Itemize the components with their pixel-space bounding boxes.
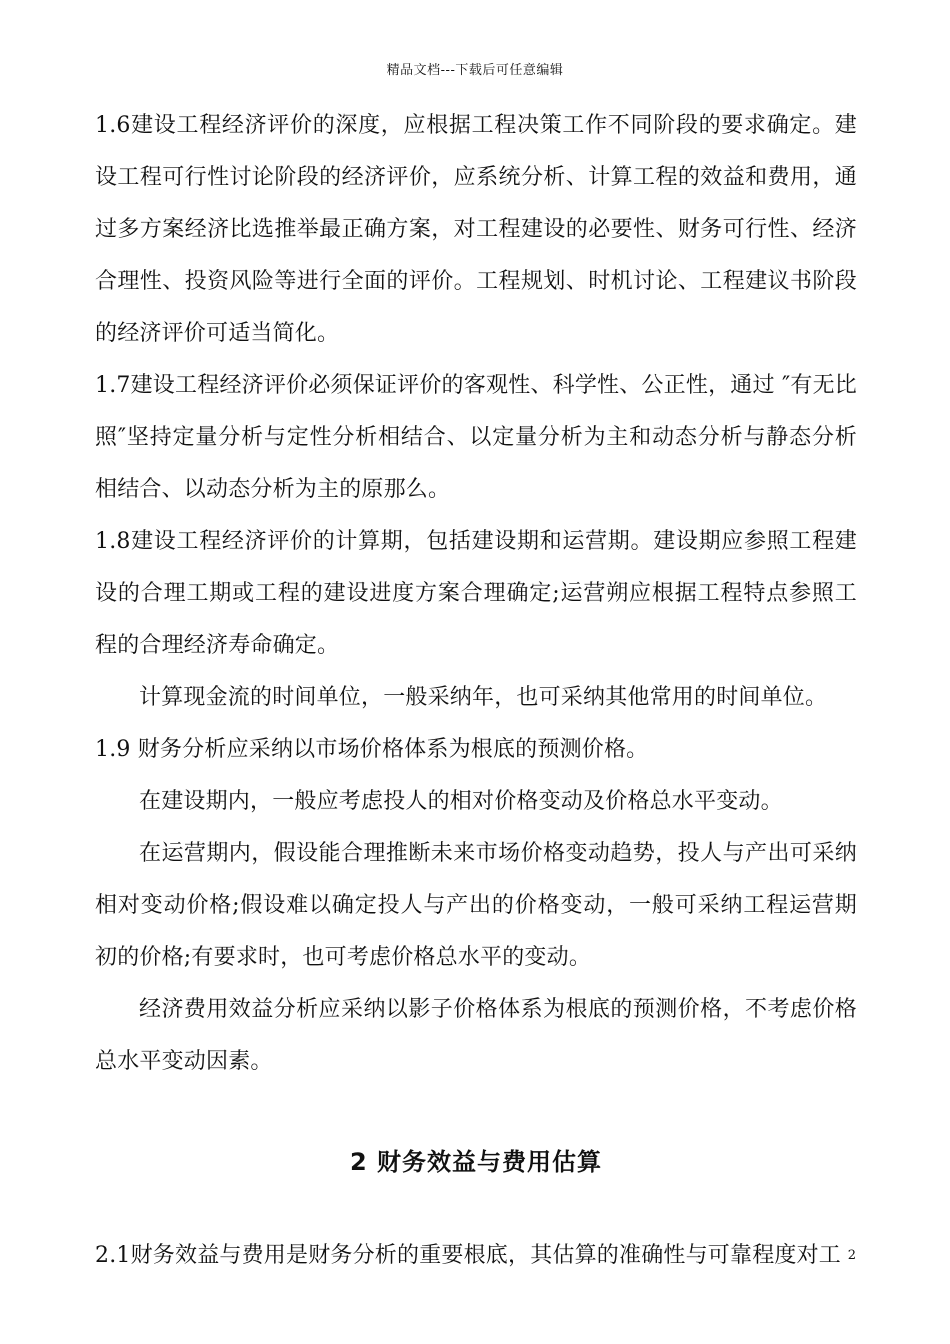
paragraph-construction-period: 在建设期内，一般应考虑投人的相对价格变动及价格总水平变动。 (139, 789, 783, 814)
page-header: 精品文档---下载后可任意编辑 (386, 63, 564, 78)
paragraph-1-6: 1.6建设工程经济评价的深度，应根据工程决策工作不同阶段的要求确定。建设工程可行性讨论阶段的经济评价，应系统分析、计算工程的效益和费用，通过多方案经济比选推举最正确方案，对工程建设的必要性、财务可行性、经济合理性、投资风险等进行全面的评价。工程规划、时机讨论、工程建议书阶段的经济评价可适当简化。 (95, 113, 857, 346)
paragraph-1-9: 1.9 财务分析应采纳以市场价格体系为根底的预测价格。 (95, 737, 649, 762)
paragraph-operation-period: 在运营期内，假设能合理推断未来市场价格变动趋势，投人与产出可采纳相对变动价格;假设难以确定投人与产出的价格变动，一般可采纳工程运营期初的价格;有要求时，也可考虑价格总水平的变动。 (95, 841, 857, 970)
document-body (95, 100, 857, 1282)
paragraph-1-8: 1.8建设工程经济评价的计算期，包括建设期和运营期。建设期应参照工程建设的合理工期或工程的建设进度方案合理确定;运营朔应根据工程特点参照工程的合理经济寿命确定。 (95, 529, 857, 658)
paragraph-shadow-price: 经济费用效益分析应采纳以影子价格体系为根底的预测价格，不考虑价格总水平变动因素。 (95, 997, 857, 1074)
paragraph-1-7: 1.7建设工程经济评价必须保证评价的客观性、科学性、公正性，通过 ″有无比照″坚持定量分析与定性分析相结合、以定量分析为主和动态分析与静态分析相结合、以动态分析为主的原那么。 (95, 373, 857, 502)
paragraph-cashflow-unit: 计算现金流的时间单位，一般采纳年，也可采纳其他常用的时间单位。 (139, 685, 828, 710)
paragraph-2-1: 2.1财务效益与费用是财务分析的重要根底，其估算的准确性与可靠程度对工 (95, 1243, 841, 1268)
section-title: 2 财务效益与费用估算 (349, 1148, 603, 1176)
page-number: 2 (847, 1248, 856, 1263)
